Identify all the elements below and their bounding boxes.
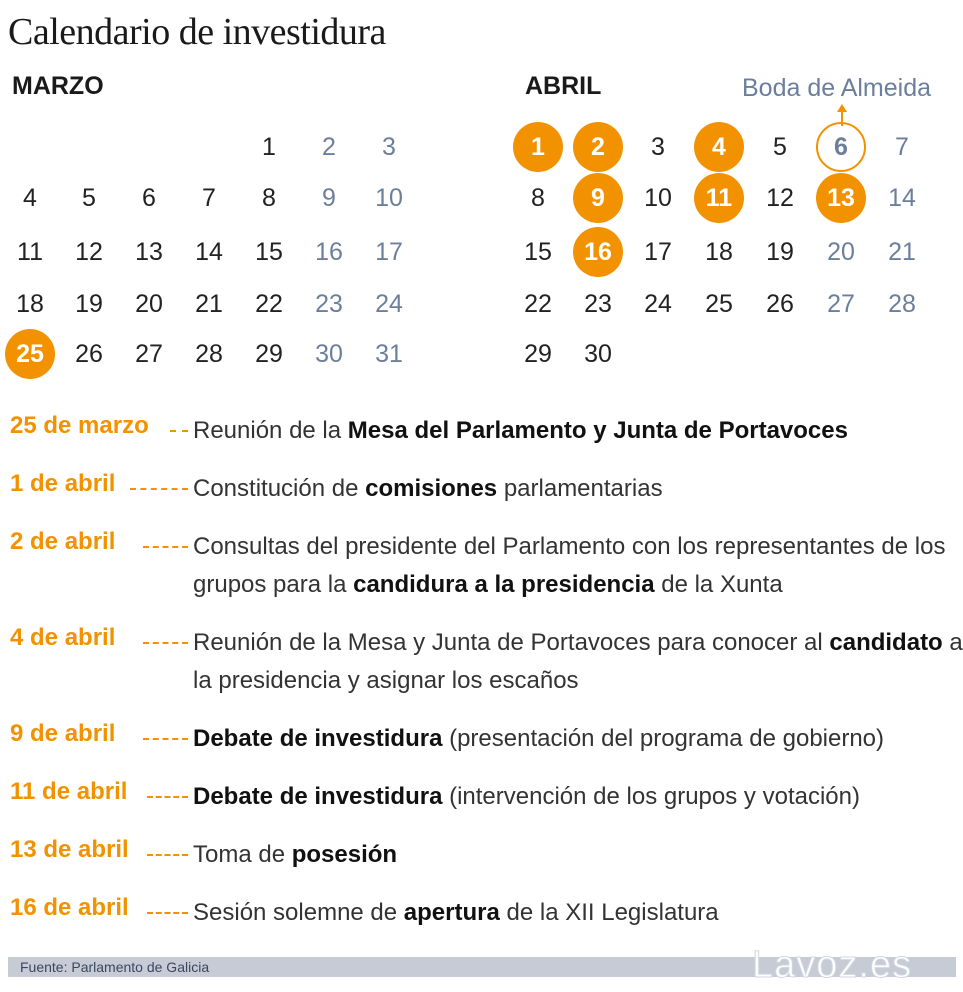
april-day-16: 16 (573, 227, 623, 277)
march-day-20: 20 (135, 289, 163, 318)
event-description (193, 836, 963, 874)
march-day-10: 10 (375, 183, 403, 212)
source-text: Fuente: Parlamento de Galicia (20, 959, 210, 975)
event-text-bold: candidato (829, 629, 943, 656)
april-day-8: 8 (531, 183, 545, 212)
event-text: (intervención de los grupos y votación) (442, 783, 860, 810)
march-day-7: 7 (202, 183, 216, 212)
event-text: Constitución de (193, 475, 366, 502)
month-march-title: MARZO (12, 72, 104, 100)
brand-logo: Lavoz.es (752, 944, 913, 986)
march-day-29: 29 (255, 339, 283, 368)
april-day-4: 4 (694, 122, 744, 172)
event-text: parlamentarias (497, 475, 663, 502)
april-day-6: 6 (816, 122, 866, 172)
event-text-bold: comisiones (365, 475, 498, 502)
march-day-30: 30 (315, 339, 343, 368)
april-day-2: 2 (573, 122, 623, 172)
april-day-1: 1 (513, 122, 563, 172)
march-day-6: 6 (142, 183, 156, 212)
event-description (193, 412, 963, 450)
april-day-10: 10 (644, 183, 672, 212)
event-date: 11 de abril (10, 778, 128, 805)
event-text-bold: candidura a la presidencia (353, 571, 655, 598)
march-day-12: 12 (75, 237, 103, 266)
event-text-bold: apertura (403, 899, 500, 926)
event-text: Toma de (193, 841, 292, 868)
event-date: 9 de abril (10, 720, 116, 747)
wedding-note: Boda de Almeida (742, 74, 932, 102)
april-day-26: 26 (766, 289, 794, 318)
event-text-bold: posesión (291, 841, 398, 868)
april-day-11: 11 (694, 173, 744, 223)
april-day-17: 17 (644, 237, 672, 266)
event-leader-line (170, 430, 188, 432)
april-day-18: 18 (705, 237, 733, 266)
april-day-27: 27 (827, 289, 855, 318)
event-text: de la XII Legislatura (499, 899, 719, 926)
event-leader-line (147, 854, 188, 856)
april-day-7: 7 (895, 132, 909, 161)
event-description (193, 778, 963, 816)
event-leader-line (143, 546, 188, 548)
march-day-23: 23 (315, 289, 343, 318)
page-title: Calendario de investidura (8, 11, 386, 53)
april-day-30: 30 (584, 339, 612, 368)
april-day-28: 28 (888, 289, 916, 318)
march-day-3: 3 (382, 132, 396, 161)
event-text: Reunión de la (193, 417, 348, 444)
event-description (193, 528, 963, 604)
event-description (193, 720, 963, 758)
march-day-16: 16 (315, 237, 343, 266)
march-day-19: 19 (75, 289, 103, 318)
event-text-bold: Mesa del Parlamento y Junta de Portavoces (347, 417, 848, 444)
month-april-title: ABRIL (525, 72, 602, 100)
april-day-22: 22 (524, 289, 552, 318)
march-day-11: 11 (17, 237, 43, 266)
march-day-14: 14 (195, 237, 223, 266)
event-date: 4 de abril (10, 624, 116, 651)
event-description (193, 624, 963, 700)
march-day-24: 24 (375, 289, 403, 318)
march-day-22: 22 (255, 289, 283, 318)
event-text-bold: Debate de investidura (193, 725, 443, 752)
april-day-5: 5 (773, 132, 787, 161)
event-leader-line (147, 796, 188, 798)
march-day-25: 25 (5, 329, 55, 379)
march-day-21: 21 (195, 289, 223, 318)
march-day-27: 27 (135, 339, 163, 368)
march-day-13: 13 (135, 237, 163, 266)
note-connector (842, 104, 844, 122)
march-day-31: 31 (375, 339, 403, 368)
event-text: (presentación del programa de gobierno) (442, 725, 885, 752)
event-text: Sesión solemne de (193, 899, 404, 926)
march-day-18: 18 (16, 289, 44, 318)
march-day-9: 9 (322, 183, 336, 212)
march-day-15: 15 (255, 237, 283, 266)
event-leader-line (147, 912, 188, 914)
april-day-15: 15 (524, 237, 552, 266)
march-day-28: 28 (195, 339, 223, 368)
event-date: 2 de abril (10, 528, 116, 555)
event-date: 1 de abril (10, 470, 116, 497)
march-day-17: 17 (375, 237, 403, 266)
march-day-4: 4 (23, 183, 37, 212)
event-leader-line (143, 642, 188, 644)
march-day-5: 5 (82, 183, 96, 212)
event-leader-line (143, 738, 188, 740)
april-day-19: 19 (766, 237, 794, 266)
event-text: a la presidencia y asignar los escaños (193, 629, 963, 694)
event-leader-line (130, 488, 188, 490)
event-date: 16 de abril (10, 894, 129, 921)
event-text: Reunión de la Mesa y Junta de Portavoces para conocer al (193, 629, 830, 656)
march-day-1: 1 (262, 132, 276, 161)
april-day-25: 25 (705, 289, 733, 318)
april-day-14: 14 (888, 183, 916, 212)
april-day-13: 13 (816, 173, 866, 223)
event-description (193, 470, 963, 508)
april-day-24: 24 (644, 289, 672, 318)
april-day-3: 3 (651, 132, 665, 161)
event-text: de la Xunta (654, 571, 783, 598)
march-day-26: 26 (75, 339, 103, 368)
event-description (193, 894, 963, 932)
april-day-12: 12 (766, 183, 794, 212)
event-text-bold: Debate de investidura (193, 783, 443, 810)
march-day-2: 2 (322, 132, 336, 161)
april-day-29: 29 (524, 339, 552, 368)
event-text: Consultas del presidente del Parlamento con los representantes de los grupos para la (193, 533, 946, 598)
march-day-8: 8 (262, 183, 276, 212)
april-day-21: 21 (888, 237, 916, 266)
event-date: 25 de marzo (10, 412, 149, 439)
april-day-9: 9 (573, 173, 623, 223)
april-day-23: 23 (584, 289, 612, 318)
april-day-20: 20 (827, 237, 855, 266)
event-date: 13 de abril (10, 836, 129, 863)
